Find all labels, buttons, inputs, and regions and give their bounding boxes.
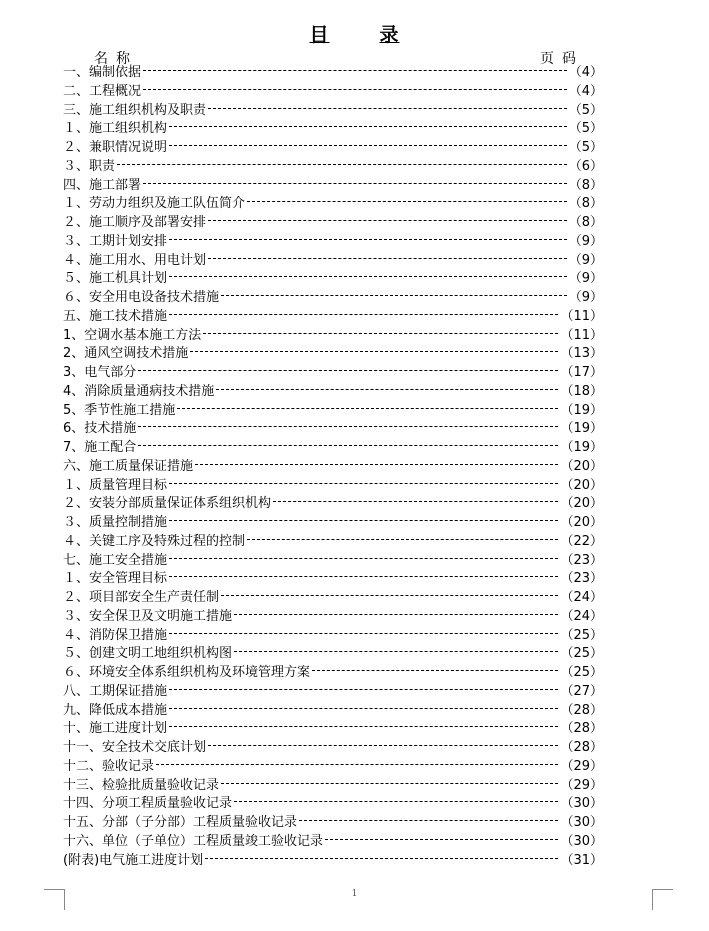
toc-entry-label: 九、降低成本措施 <box>63 702 168 718</box>
toc-entry <box>63 814 603 833</box>
toc-entry <box>63 477 603 496</box>
toc-entry-label: 6、技术措施 <box>63 421 137 437</box>
toc-entry-label: ６、环境安全体系组织机构及环境管理方案 <box>63 665 311 680</box>
toc-entry-leader <box>169 483 558 484</box>
toc-entry <box>63 627 603 646</box>
toc-entry <box>63 683 603 702</box>
toc-entry-label: 十二、验收记录 <box>63 758 155 774</box>
toc-entry <box>63 758 603 777</box>
page-number: 1 <box>351 889 358 899</box>
toc-entry-page: （25） <box>560 665 603 680</box>
toc-entry-page: （23） <box>560 552 603 568</box>
toc-entry-page: （9） <box>568 290 603 305</box>
toc-entry-label: １、安全管理目标 <box>63 571 168 587</box>
toc-entry-leader <box>169 726 558 727</box>
toc-entry-label: 4、消除质量通病技术措施 <box>63 383 215 399</box>
toc-entry-leader <box>169 576 558 577</box>
toc-entry-label: ３、安全保卫及文明施工措施 <box>63 608 233 624</box>
toc-entry-label: ３、工期计划安排 <box>63 233 168 249</box>
toc-entry-label: ５、施工机具计划 <box>63 271 168 287</box>
toc-entry <box>63 702 603 721</box>
toc-entry-page: （20） <box>560 496 603 512</box>
toc-entry-leader <box>169 314 558 315</box>
toc-entry-label: ２、施工顺序及部署安排 <box>63 215 207 230</box>
toc-entry-page: （29） <box>560 758 603 774</box>
toc-entry <box>63 177 603 196</box>
toc-entry-page: （19） <box>560 440 603 455</box>
toc-entry-label: ４、关键工序及特殊过程的控制 <box>63 533 246 549</box>
toc-entry-label: 四、施工部署 <box>63 177 142 193</box>
toc-entry-leader <box>208 258 567 259</box>
corner-mark-bottom-left <box>44 889 65 910</box>
toc-entry-leader <box>234 614 558 615</box>
toc-title-part1: 目 <box>309 24 330 46</box>
toc-list <box>63 64 603 870</box>
toc-entry-label: 三、施工组织机构及职责 <box>63 102 207 118</box>
toc-entry-leader <box>169 708 558 709</box>
toc-entry-label: ４、施工用水、用电计划 <box>63 252 207 268</box>
toc-entry-label: 二、工程概况 <box>63 83 142 99</box>
toc-entry-page: （20） <box>560 477 603 493</box>
toc-entry-leader <box>138 445 558 446</box>
toc-entry-page: （20） <box>560 515 603 530</box>
toc-entry-leader <box>169 126 567 127</box>
toc-entry-page: （19） <box>560 421 603 437</box>
toc-entry-leader <box>138 370 558 371</box>
toc-entry-page: （30） <box>560 796 603 812</box>
toc-entry <box>63 383 603 402</box>
toc-entry-label: 一、编制依据 <box>63 65 142 80</box>
toc-entry-leader <box>195 464 558 465</box>
toc-entry-leader <box>169 520 558 521</box>
toc-entry <box>63 589 603 608</box>
toc-entry-leader <box>169 689 558 690</box>
toc-entry-leader <box>143 70 567 71</box>
toc-entry-page: （11） <box>560 308 603 324</box>
toc-entry-label: 十五、分部（子分部）工程质量验收记录 <box>63 815 298 830</box>
toc-entry <box>63 233 603 252</box>
toc-entry-page: （20） <box>560 458 603 474</box>
toc-entry-leader <box>177 408 558 409</box>
toc-entry-leader <box>169 633 558 634</box>
toc-entry <box>63 364 603 383</box>
toc-entry <box>63 795 603 814</box>
toc-entry-label: １、质量管理目标 <box>63 477 168 493</box>
toc-entry-leader <box>169 276 567 277</box>
toc-entry <box>63 664 603 683</box>
toc-entry-label: 1、空调水基本施工方法 <box>63 327 202 343</box>
toc-entry-label: 八、工期保证措施 <box>63 683 168 699</box>
toc-entry-page: （25） <box>560 627 603 643</box>
toc-entry <box>63 289 603 308</box>
toc-entry-page: （17） <box>560 365 603 380</box>
toc-entry <box>63 270 603 289</box>
toc-entry-page: （6） <box>568 158 603 174</box>
toc-entry <box>63 345 603 364</box>
toc-entry-leader <box>169 558 558 559</box>
toc-entry-label: 十四、分项工程质量验收记录 <box>63 796 233 812</box>
toc-entry-leader <box>234 801 558 802</box>
toc-entry <box>63 252 603 271</box>
toc-entry-page: （22） <box>560 533 603 549</box>
toc-entry-page: （4） <box>568 65 603 80</box>
toc-entry <box>63 120 603 139</box>
toc-entry-page: （8） <box>568 215 603 230</box>
toc-entry <box>63 83 603 102</box>
toc-entry-leader <box>247 201 567 202</box>
toc-entry-leader <box>221 783 558 784</box>
toc-entry-leader <box>221 295 567 296</box>
toc-entry-label: ２、安装分部质量保证体系组织机构 <box>63 496 272 512</box>
toc-entry-leader <box>203 333 558 334</box>
toc-entry-page: （31） <box>560 852 603 868</box>
toc-entry <box>63 645 603 664</box>
toc-entry-label: 五、施工技术措施 <box>63 308 168 324</box>
toc-entry <box>63 458 603 477</box>
toc-entry-page: （27） <box>560 683 603 699</box>
toc-entry-page: （28） <box>560 702 603 718</box>
toc-entry-leader <box>156 764 558 765</box>
toc-entry-label: 3、电气部分 <box>63 365 137 380</box>
toc-entry-label: 十一、安全技术交底计划 <box>63 740 207 755</box>
toc-entry-leader <box>117 164 567 165</box>
toc-entry-page: （8） <box>568 177 603 193</box>
toc-entry <box>63 420 603 439</box>
toc-entry-label: １、劳动力组织及施工队伍简介 <box>63 196 246 212</box>
toc-entry-leader <box>169 239 567 240</box>
toc-entry-page: （28） <box>560 721 603 737</box>
toc-entry-page: （28） <box>560 740 603 755</box>
toc-entry-leader <box>143 183 567 184</box>
name-column-header: 名称 <box>94 51 138 67</box>
toc-title-part2: 录 <box>379 24 400 46</box>
toc-title <box>0 20 709 47</box>
toc-entry-label: ３、质量控制措施 <box>63 515 168 530</box>
toc-entry <box>63 739 603 758</box>
toc-entry <box>63 777 603 796</box>
toc-entry-label: ２、兼职情况说明 <box>63 140 168 155</box>
toc-entry <box>63 102 603 121</box>
toc-entry-leader <box>216 389 558 390</box>
toc-entry-leader <box>221 595 558 596</box>
toc-entry <box>63 64 603 83</box>
toc-entry <box>63 158 603 177</box>
toc-entry-page: （13） <box>560 346 603 362</box>
toc-entry-label: ２、项目部安全生产责任制 <box>63 590 220 605</box>
page-column-header: 页码 <box>540 51 584 67</box>
toc-entry <box>63 833 603 852</box>
toc-entry-page: （5） <box>568 140 603 155</box>
toc-entry-page: （23） <box>560 571 603 587</box>
toc-entry-page: （30） <box>560 833 603 849</box>
toc-entry-label: １、施工组织机构 <box>63 121 168 137</box>
toc-entry <box>63 552 603 571</box>
toc-entry-page: （9） <box>568 252 603 268</box>
toc-entry <box>63 495 603 514</box>
toc-entry-label: 5、季节性施工措施 <box>63 402 176 418</box>
toc-entry-page: （25） <box>560 646 603 662</box>
toc-entry-label: 七、施工安全措施 <box>63 552 168 568</box>
toc-entry-label: ３、职责 <box>63 158 116 174</box>
toc-entry-leader <box>208 108 567 109</box>
toc-entry-leader <box>208 220 567 221</box>
toc-entry <box>63 402 603 421</box>
toc-entry-page: （5） <box>568 102 603 118</box>
toc-entry-page: （19） <box>560 402 603 418</box>
toc-entry-label: 十、施工进度计划 <box>63 721 168 737</box>
toc-entry <box>63 720 603 739</box>
toc-entry-page: （8） <box>568 196 603 212</box>
toc-entry-label: ４、消防保卫措施 <box>63 627 168 643</box>
toc-entry-leader <box>208 745 558 746</box>
toc-entry-leader <box>169 145 567 146</box>
toc-entry-label: (附表)电气施工进度计划 <box>63 852 204 868</box>
toc-entry <box>63 514 603 533</box>
toc-entry-page: （24） <box>560 608 603 624</box>
toc-entry-leader <box>234 651 558 652</box>
toc-entry-page: （30） <box>560 815 603 830</box>
toc-entry <box>63 852 603 871</box>
toc-entry-label: 十三、检验批质量验收记录 <box>63 777 220 793</box>
toc-entry-label: 7、施工配合 <box>63 440 137 455</box>
toc-entry-page: （18） <box>560 383 603 399</box>
toc-entry-label: ６、安全用电设备技术措施 <box>63 290 220 305</box>
toc-entry-page: （9） <box>568 271 603 287</box>
toc-entry-page: （29） <box>560 777 603 793</box>
toc-entry <box>63 533 603 552</box>
toc-entry-page: （9） <box>568 233 603 249</box>
toc-entry <box>63 327 603 346</box>
toc-entry-leader <box>247 539 558 540</box>
toc-entry-page: （11） <box>560 327 603 343</box>
toc-entry-leader <box>143 89 567 90</box>
toc-entry <box>63 570 603 589</box>
toc-entry-leader <box>190 351 558 352</box>
toc-entry-page: （4） <box>568 83 603 99</box>
toc-entry-leader <box>299 820 558 821</box>
toc-entry <box>63 214 603 233</box>
toc-entry <box>63 195 603 214</box>
toc-entry-label: 六、施工质量保证措施 <box>63 458 194 474</box>
toc-entry-leader <box>138 426 558 427</box>
corner-mark-bottom-right <box>652 889 673 910</box>
toc-entry-label: ５、创建文明工地组织机构图 <box>63 646 233 662</box>
toc-entry <box>63 439 603 458</box>
toc-entry-label: 2、通风空调技术措施 <box>63 346 189 362</box>
toc-entry-leader <box>205 858 558 859</box>
toc-entry <box>63 139 603 158</box>
toc-entry <box>63 308 603 327</box>
toc-entry-leader <box>325 839 558 840</box>
toc-entry <box>63 608 603 627</box>
toc-entry-page: （5） <box>568 121 603 137</box>
toc-entry-page: （24） <box>560 590 603 605</box>
toc-entry-leader <box>273 501 558 502</box>
toc-entry-leader <box>312 670 558 671</box>
toc-entry-label: 十六、单位（子单位）工程质量竣工验收记录 <box>63 833 324 849</box>
